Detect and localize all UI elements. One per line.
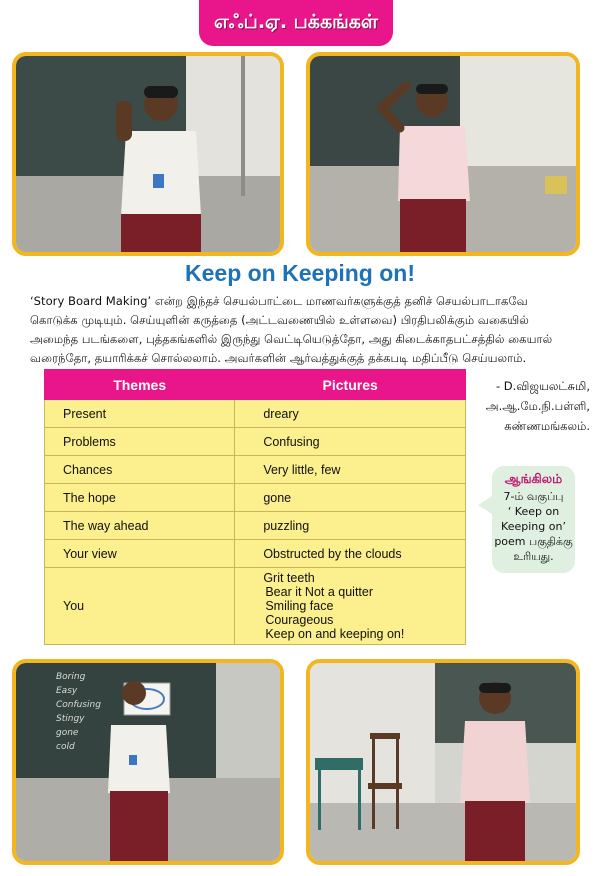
themes-pictures-table	[44, 369, 466, 645]
picture-line: Courageous	[265, 613, 334, 627]
picture-cell: Confusing	[235, 428, 466, 456]
theme-cell: Present	[45, 400, 235, 428]
credit-line: அ.ஆ.மே.நி.பள்ளி,	[485, 399, 590, 413]
column-header-themes: Themes	[45, 370, 235, 400]
chalkboard-word: Confusing	[56, 700, 101, 710]
theme-cell: The way ahead	[45, 512, 235, 540]
bubble-line: poem பகுதிக்கு	[494, 535, 573, 548]
bubble-line: ‘ Keep on	[507, 505, 560, 518]
bubble-line: 7-ம் வகுப்பு	[503, 490, 564, 503]
section-title: எஃப்.ஏ. பக்கங்கள்	[213, 10, 379, 33]
section-header-tab	[199, 0, 393, 46]
article-title: Keep on Keeping on!	[185, 260, 415, 286]
table-row	[45, 512, 466, 540]
author-credit	[478, 376, 590, 436]
paragraph-line: கொடுக்க முடியும். செய்யுளின் கருத்தை (அட்டவணையில் உள்ளவை) பிரதிபலிக்கும் வகையில்	[30, 313, 529, 327]
picture-line: Keep on and keeping on!	[265, 627, 405, 641]
table-row	[45, 400, 466, 428]
theme-cell: Chances	[45, 456, 235, 484]
subject-info-bubble	[492, 466, 575, 573]
theme-cell: You	[45, 568, 235, 645]
theme-cell: The hope	[45, 484, 235, 512]
column-header-pictures: Pictures	[235, 370, 466, 400]
photo-student-3-image	[16, 663, 280, 861]
paragraph-line: அமைந்த படங்களை, புத்தகங்களில் இருந்து வெட்டியெடுத்தோ, அது கிடைக்காதபட்சத்தில் கையால்	[30, 332, 553, 346]
picture-line: Smiling face	[265, 599, 334, 613]
credit-line: கண்ணமங்கலம்.	[504, 419, 590, 433]
credit-line: - D.விஜயலட்சுமி,	[495, 379, 590, 393]
theme-cell: Your view	[45, 540, 235, 568]
picture-cell-multiline	[235, 568, 466, 645]
picture-line: Bear it Not a quitter	[265, 585, 374, 599]
chalkboard-word: gone	[56, 728, 79, 738]
photo-student-4	[306, 659, 580, 865]
picture-cell: dreary	[235, 400, 466, 428]
photo-student-3	[12, 659, 284, 865]
chalkboard-word: Stingy	[56, 714, 85, 724]
bubble-line: Keeping on’	[501, 520, 566, 533]
photo-student-1	[12, 52, 284, 256]
article-paragraph	[30, 292, 570, 368]
picture-cell: puzzling	[235, 512, 466, 540]
bubble-heading: ஆங்கிலம்	[504, 471, 563, 486]
table-row	[45, 428, 466, 456]
table-row	[45, 540, 466, 568]
picture-line: Grit teeth	[263, 571, 315, 585]
paragraph-line: ‘Story Board Making’ என்ற இந்தச் செயல்பாட்டை மாணவர்களுக்குத் தனிச் செயல்பாடாகவே	[30, 294, 528, 308]
table-row	[45, 456, 466, 484]
table-header-row	[45, 370, 466, 400]
theme-cell: Problems	[45, 428, 235, 456]
photo-student-4-image	[310, 663, 576, 861]
table-row	[45, 568, 466, 645]
table-row	[45, 484, 466, 512]
picture-cell: gone	[235, 484, 466, 512]
paragraph-line: வரைந்தோ, தயாரிக்கச் சொல்லலாம். அவர்களின் ஆர்வத்துக்குத் தக்கபடி மதிப்பீடு செய்யலாம்.	[30, 351, 527, 365]
picture-cell: Obstructed by the clouds	[235, 540, 466, 568]
photo-student-2-image	[310, 56, 576, 252]
photo-student-1-image	[16, 56, 280, 252]
photo-student-2	[306, 52, 580, 256]
chalkboard-word: cold	[56, 742, 75, 752]
chalkboard-word: Boring	[56, 672, 86, 682]
picture-cell: Very little, few	[235, 456, 466, 484]
chalkboard-word: Easy	[56, 686, 78, 696]
bubble-line: உரியது.	[513, 550, 554, 563]
